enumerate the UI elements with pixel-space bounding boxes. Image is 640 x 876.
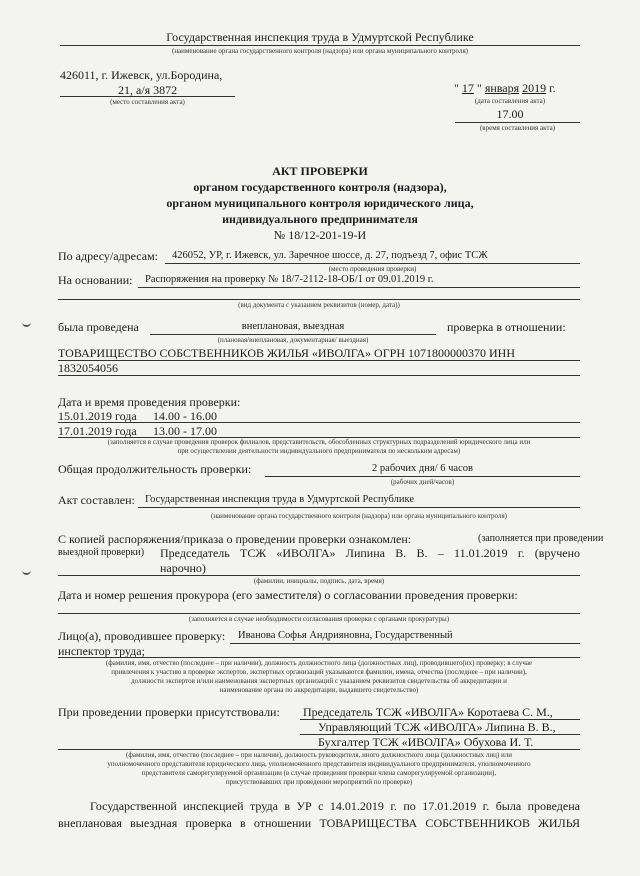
datetime-row2-time: 13.00 - 17.00 [153, 424, 217, 438]
act-subtitle-3: индивидуального предпринимателя [222, 212, 418, 226]
conducted-caption: (плановая/внеплановая, документарная/ выездная) [217, 336, 369, 344]
copy-value-2: нарочно) [160, 561, 206, 575]
address-line1: 426011, г. Ижевск, ул.Бородина, [60, 68, 223, 82]
act-date [454, 81, 556, 96]
basis-caption: (вид документа с указанием реквизитов (номер, дата)) [238, 301, 400, 309]
copy-caption: (фамилии, инициалы, подпись, дата, время) [253, 577, 385, 585]
copy-label: С копией распоряжения/приказа о проведении проверки ознакомлен: [58, 532, 412, 546]
act-subtitle-2: органом муниципального контроля юридического лица, [166, 196, 474, 210]
copy-value-1-text: Председатель ТСЖ «ИВОЛГА» Липина В. В. – 11.01.2019 г. (вручено [160, 546, 580, 560]
inspector-caption-1: (фамилия, имя, отчество (последнее – при наличии), должность должностного лица (должностных лиц), проводившего(их) проверку; в случае [105, 659, 533, 667]
act-time: 17.00 [496, 107, 524, 121]
present-value-1: Председатель ТСЖ «ИВОЛГА» Коротаева С. М., [303, 705, 553, 719]
author-label: Акт составлен: [58, 493, 135, 507]
datetime-label: Дата и время проведения проверки: [58, 395, 241, 409]
address-value: 426052, УР, г. Ижевск, ул. Заречное шоссе, д. 27, подъезд 7, офис ТСЖ [172, 250, 488, 261]
divider [455, 122, 580, 123]
present-caption-3: представителя саморегулируемой организации (в случае проведения проверки члена саморегулируемой организации), [141, 769, 497, 777]
datetime-row1-time: 14.00 - 16.00 [153, 409, 217, 423]
date-year-suffix: г. [549, 81, 556, 95]
duration-label: Общая продолжительность проверки: [58, 462, 252, 476]
divider [58, 613, 580, 614]
inspector-label: Лицо(а), проводившее проверку: [58, 629, 226, 643]
date-caption: (дата составления акта) [474, 97, 546, 105]
date-day: 17 [461, 81, 474, 95]
datetime-row2-date: 17.01.2019 года [58, 424, 137, 438]
date-open-quote: " [454, 81, 459, 95]
divider [58, 375, 580, 376]
copy-note-1: (заполняется при проведении [478, 533, 604, 544]
body-line-1: Государственной инспекцией труда в УР с 14.01.2019 г. по 17.01.2019 г. была проведена [90, 799, 580, 813]
divider [60, 96, 235, 97]
divider [58, 575, 580, 576]
act-subtitle-1: органом государственного контроля (надзора), [193, 180, 447, 194]
date-year: 2019 [522, 81, 547, 95]
divider [58, 657, 580, 658]
inspector-caption-2: привлечения к участию в проверке экспертов, экспертных организаций указываются фамилии, имена, отчества (последнее – при наличии), [111, 668, 527, 676]
time-caption: (время составления акта) [479, 124, 556, 132]
divider [165, 263, 580, 264]
datetime-row1-date: 15.01.2019 года [58, 409, 137, 423]
datetime-caption-1: (заполняется в случае проведения проверок филиалов, представительств, обособленных структурных подразделений юридического лица или [107, 438, 531, 446]
present-label: При проведении проверки присутствовали: [58, 705, 280, 719]
conducted-label: была проведена [58, 320, 139, 334]
address-caption: (место проведения проверки) [328, 265, 417, 273]
act-number: № 18/12-201-19-И [273, 228, 367, 242]
divider [58, 422, 580, 423]
copy-note-2: выездной проверки) [58, 547, 145, 558]
divider [265, 476, 580, 477]
conducted-value: внеплановая, выездная [241, 321, 345, 332]
basis-value: Распоряжения на проверку № 18/7-2112-18-ОБ/1 от 09.01.2019 г. [145, 274, 434, 285]
date-month: января [484, 81, 520, 95]
subject-line1: ТОВАРИЩЕСТВО СОБСТВЕННИКОВ ЖИЛЬЯ «ИВОЛГА» ОГРН 1071800000370 ИНН [58, 346, 515, 360]
inspector-caption-3: должности экспертов и/или наименования экспертных организаций с указанием реквизитов свидетельства об аккредитации и [131, 677, 507, 685]
body-line-2: внеплановая выездная проверка в отношении ТОВАРИЩЕСТВА СОБСТВЕННИКОВ ЖИЛЬЯ [58, 816, 580, 830]
present-value-2: Управляющий ТСЖ «ИВОЛГА» Липина В. В., [318, 720, 556, 734]
divider [138, 507, 580, 508]
duration-caption: (рабочих дней/часов) [390, 478, 455, 486]
present-caption-1: (фамилия, имя, отчество (последнее – при наличии), должность руководителя, иного должностного лица (должностных лиц) или [126, 751, 512, 759]
present-caption-2: уполномоченного представителя юридического лица, уполномоченного представителя индивидуального предпринимателя, уполномоченного [107, 760, 531, 768]
copy-value-1 [160, 546, 580, 561]
divider [58, 299, 580, 300]
prosecutor-label: Дата и номер решения прокурора (его заместителя) о согласовании проведения проверки: [58, 588, 518, 602]
present-value-3: Бухгалтер ТСЖ «ИВОЛГА» Обухова И. Т. [318, 735, 534, 749]
divider [58, 749, 580, 750]
divider [230, 643, 580, 644]
punch-hole [22, 566, 31, 575]
date-close-quote: " [476, 81, 482, 95]
inspector-value-1: Иванова Софья Андрияновна, Государственный [238, 630, 453, 641]
address-label: По адресу/адресам: [58, 249, 159, 263]
org-caption: (наименование органа государственного контроля (надзора) или органа муниципального контроля) [171, 47, 468, 55]
divider [60, 45, 580, 46]
present-caption-4: присутствовавших при проведении мероприятий по проверке) [225, 778, 413, 786]
divider [58, 360, 580, 361]
address-line2: 21, а/я 3872 [118, 83, 178, 97]
datetime-caption-2: при осуществлении деятельности индивидуального предпринимателя по нескольким адресам) [177, 447, 461, 455]
place-caption: (место составления акта) [110, 98, 185, 106]
author-caption: (наименование органа государственного контроля (надзора) или органа муниципального контроля) [210, 512, 507, 520]
org-name: Государственная инспекция труда в Удмуртской Республике [166, 30, 474, 44]
divider [150, 334, 436, 335]
inspector-value-2: инспектор труда; [58, 644, 145, 658]
prosecutor-caption: (заполняется в случае необходимости согласования проверки с органами прокуратуры) [188, 615, 450, 623]
act-title: АКТ ПРОВЕРКИ [272, 164, 368, 178]
punch-hole [22, 318, 31, 327]
author-value: Государственная инспекция труда в Удмуртской Республике [145, 494, 414, 505]
divider [138, 287, 580, 288]
inspector-caption-4: наименование органа по аккредитации, выдавшего свидетельство) [219, 686, 419, 694]
conducted-suffix: проверка в отношении: [447, 320, 566, 334]
duration-value: 2 рабочих дня/ 6 часов [372, 463, 473, 474]
subject-line2: 1832054056 [58, 361, 118, 375]
basis-label: На основании: [58, 273, 133, 287]
body-paragraph [58, 799, 580, 831]
